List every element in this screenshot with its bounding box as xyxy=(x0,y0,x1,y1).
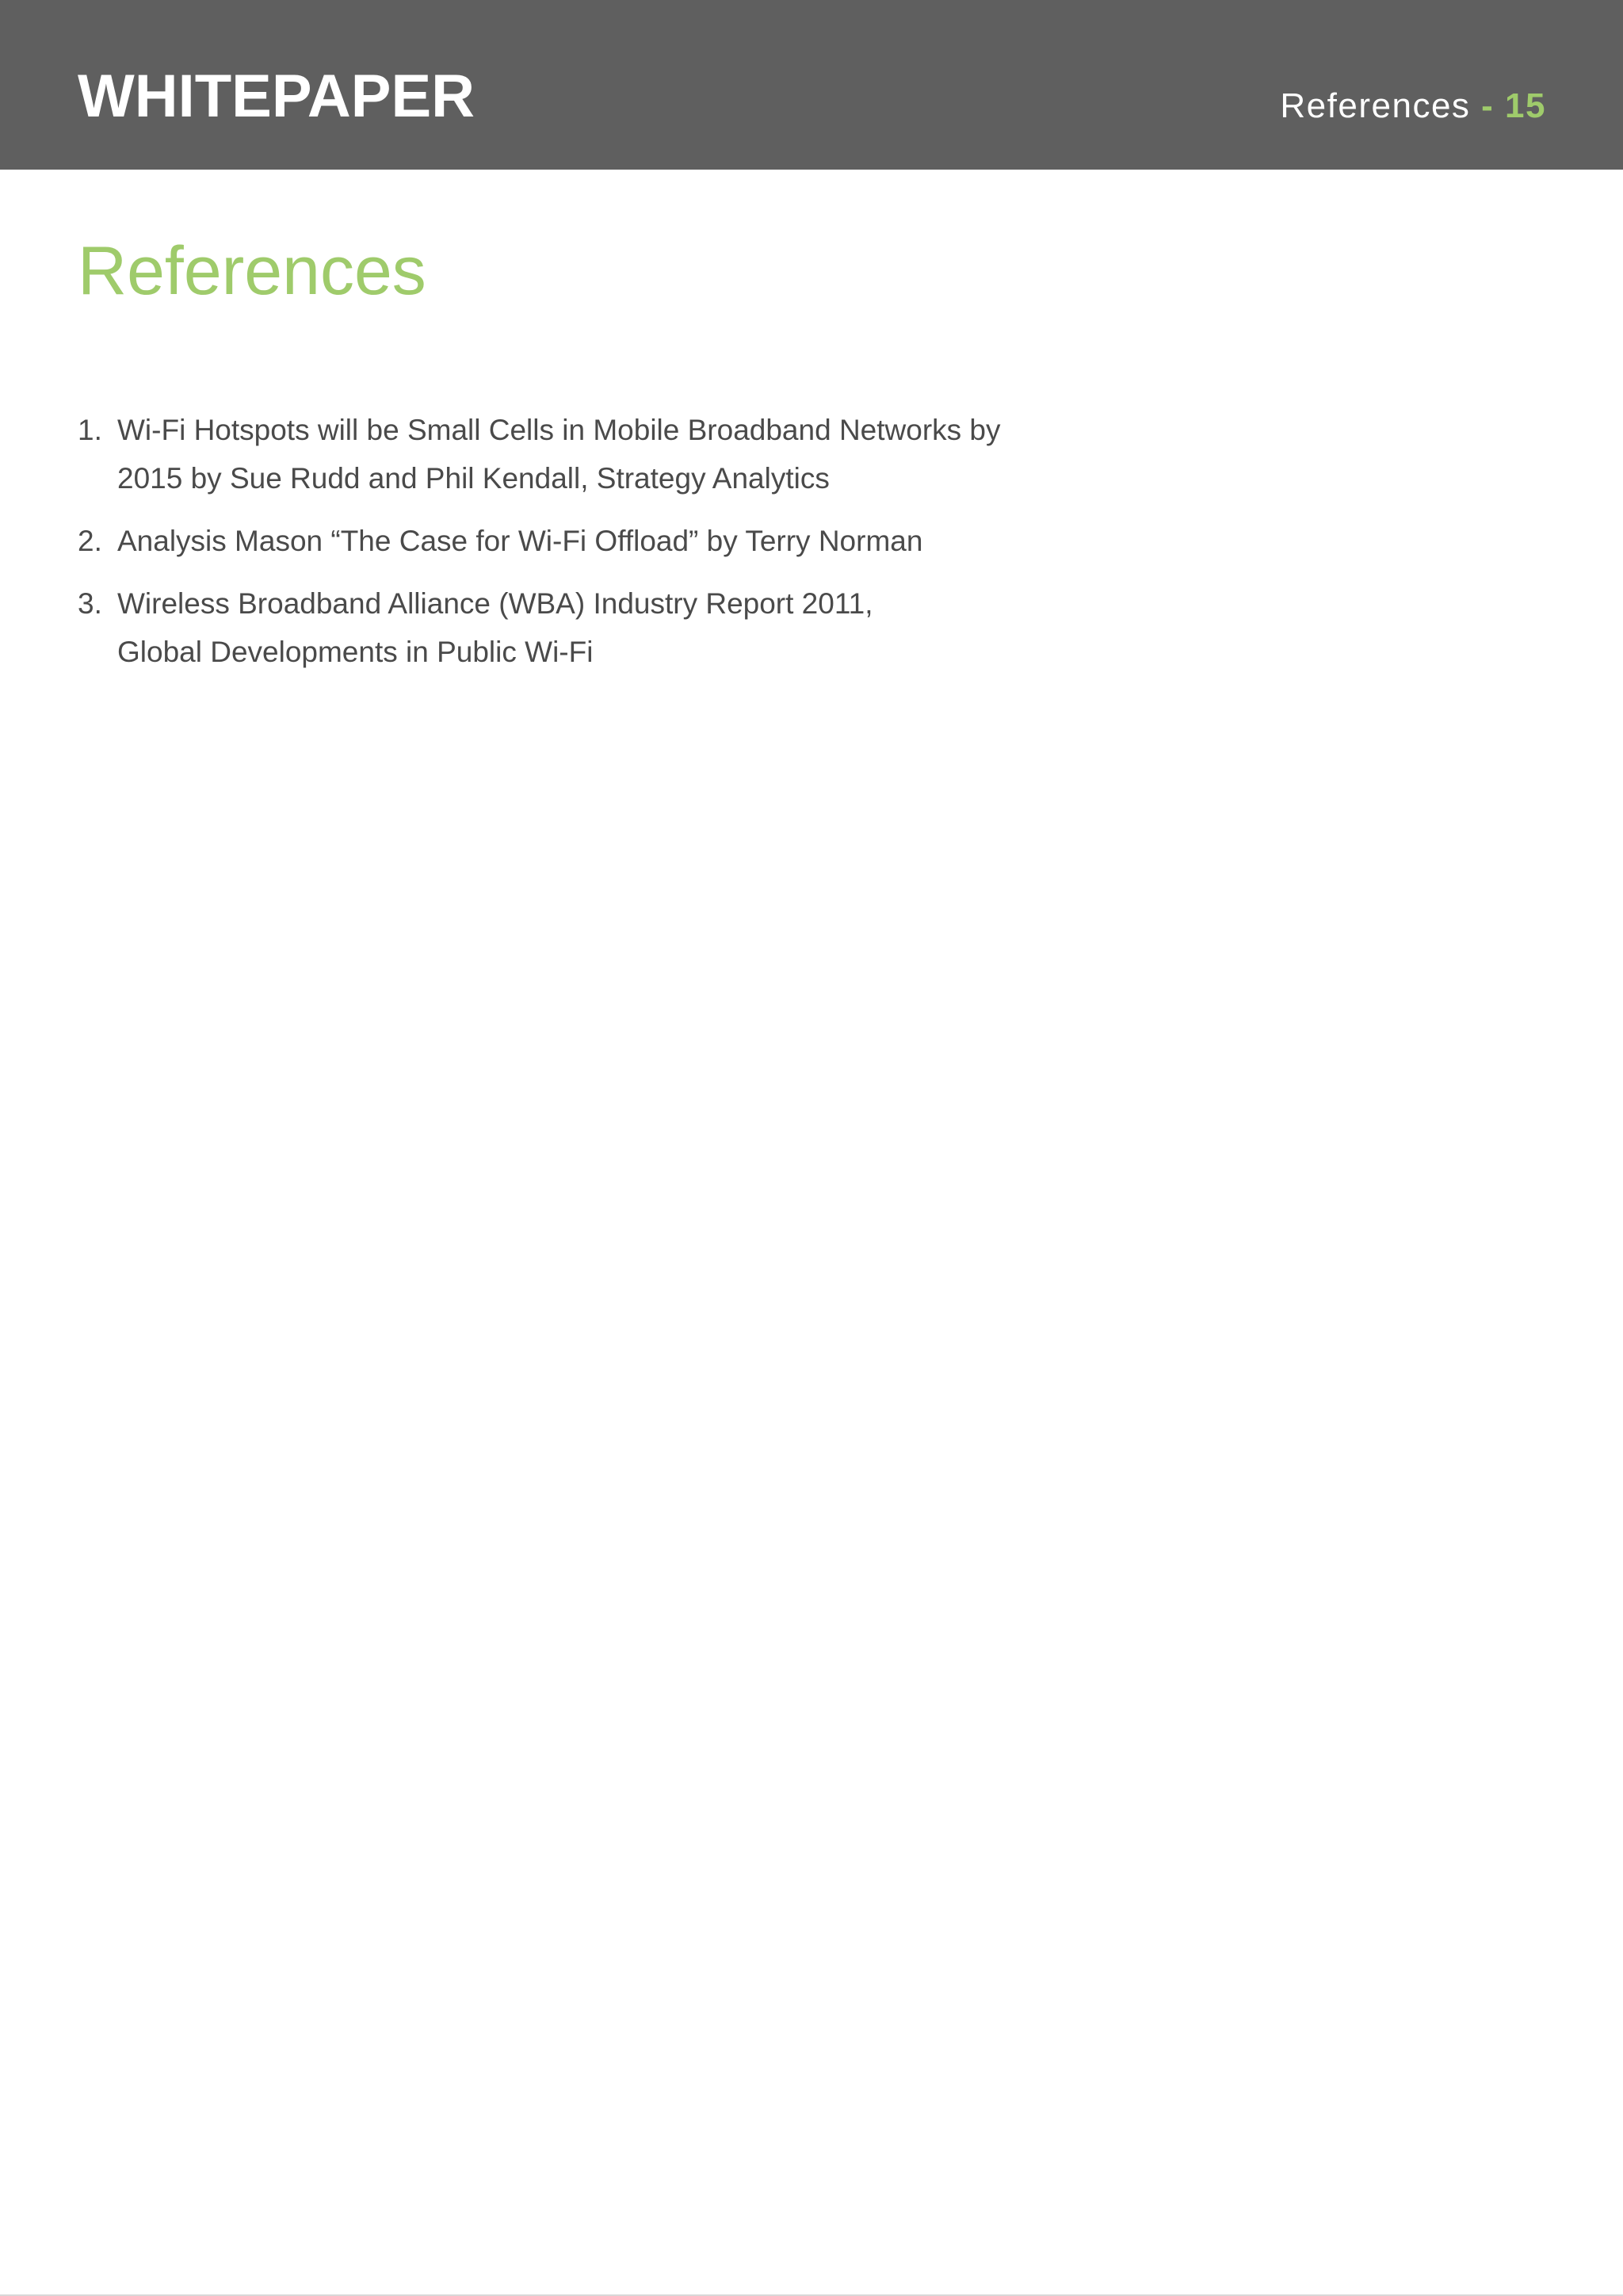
header-separator: - xyxy=(1481,86,1495,125)
reference-item xyxy=(78,406,1108,502)
page-number: 15 xyxy=(1505,86,1546,125)
page-title: References xyxy=(78,233,426,309)
reference-number: 2. xyxy=(78,525,102,557)
reference-item xyxy=(78,517,1108,565)
reference-text-line: Wireless Broadband Alliance (WBA) Industry Report 2011, xyxy=(117,587,873,620)
brand-title: WHITEPAPER xyxy=(78,63,475,130)
reference-text-line: Global Developments in Public Wi-Fi xyxy=(117,636,594,668)
reference-number: 3. xyxy=(78,587,102,620)
header-bar xyxy=(0,0,1623,170)
reference-list xyxy=(78,406,1108,690)
reference-number: 1. xyxy=(78,414,102,446)
reference-text-line: Wi-Fi Hotspots will be Small Cells in Mobile Broadband Networks by xyxy=(117,414,1001,446)
reference-text-line: Analysis Mason “The Case for Wi-Fi Offload” by Terry Norman xyxy=(117,525,923,557)
reference-item xyxy=(78,579,1108,676)
reference-text-line: 2015 by Sue Rudd and Phil Kendall, Strategy Analytics xyxy=(117,462,830,495)
header-page-indicator xyxy=(1280,82,1546,130)
header-section-label: References xyxy=(1280,86,1471,125)
